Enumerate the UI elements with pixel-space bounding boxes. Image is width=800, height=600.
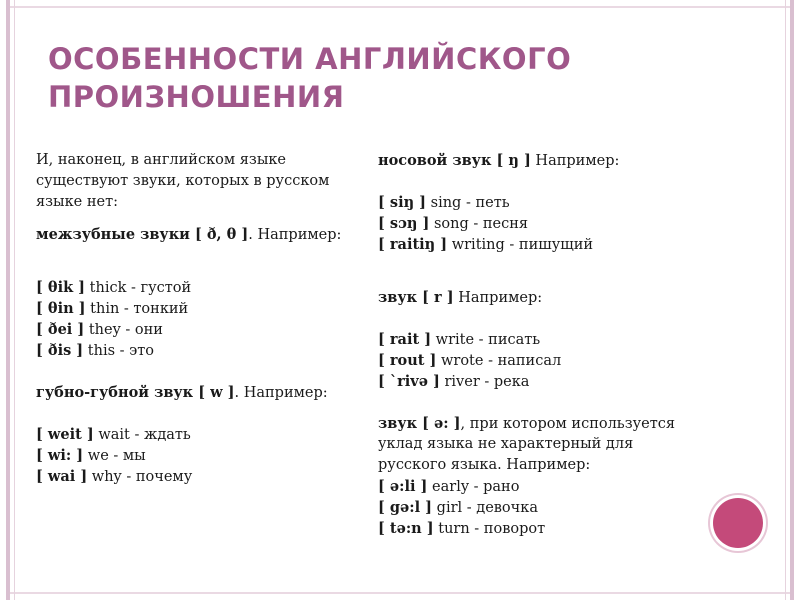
schwa-heading-line bbox=[378, 413, 718, 434]
example-text: write - писать bbox=[431, 332, 541, 348]
decorative-circle bbox=[713, 498, 763, 548]
example-line bbox=[378, 371, 718, 392]
left-column bbox=[36, 150, 376, 487]
example-text: writing - пишущий bbox=[447, 237, 594, 253]
nasal-heading-line bbox=[378, 150, 718, 171]
example-text: song - песня bbox=[429, 216, 529, 232]
schwa-heading: звук [ ə: ] bbox=[378, 415, 461, 432]
example-line bbox=[36, 340, 376, 361]
r-heading: звук [ r ] bbox=[378, 289, 454, 306]
example-text: river - река bbox=[439, 374, 530, 390]
slide-title bbox=[48, 40, 728, 116]
example-text: they - они bbox=[84, 322, 163, 338]
example-line bbox=[36, 424, 376, 445]
transcription: [ ðei ] bbox=[36, 321, 85, 338]
example-line bbox=[378, 476, 718, 497]
example-line bbox=[378, 213, 718, 234]
nasal-suffix: Например: bbox=[530, 153, 620, 169]
slide-frame-left-inner bbox=[14, 0, 15, 600]
labial-heading: губно-губной звук [ w ] bbox=[36, 384, 235, 401]
slide-frame-top bbox=[6, 6, 794, 8]
transcription: [ sɔŋ ] bbox=[378, 215, 430, 232]
nasal-heading: носовой звук [ ŋ ] bbox=[378, 152, 531, 169]
schwa-text-line: русского языка. Например: bbox=[378, 457, 591, 473]
interdental-heading: межзубные звуки [ ð, θ ] bbox=[36, 226, 249, 243]
interdental-heading-line bbox=[36, 224, 376, 245]
example-text: early - рано bbox=[427, 479, 520, 495]
slide-frame-right bbox=[790, 0, 794, 600]
example-text: wrote - написал bbox=[436, 353, 562, 369]
example-line bbox=[36, 445, 376, 466]
r-heading-line bbox=[378, 287, 718, 308]
transcription: [ gə:l ] bbox=[378, 499, 433, 516]
example-text: thick - густой bbox=[85, 280, 192, 296]
transcription: [ wai ] bbox=[36, 468, 88, 485]
example-line bbox=[36, 319, 376, 340]
transcription: [ rout ] bbox=[378, 352, 437, 369]
transcription: [ rait ] bbox=[378, 331, 432, 348]
example-text: thin - тонкий bbox=[85, 301, 189, 317]
example-line bbox=[36, 298, 376, 319]
example-text: turn - поворот bbox=[433, 521, 546, 537]
right-column bbox=[378, 150, 718, 539]
example-text: wait - ждать bbox=[93, 427, 191, 443]
example-text: this - это bbox=[83, 343, 155, 359]
transcription: [ tə:n ] bbox=[378, 520, 434, 537]
slide-title-line-1: ОСОБЕННОСТИ АНГЛИЙСКОГО bbox=[48, 42, 572, 76]
example-line bbox=[378, 329, 718, 350]
slide-frame-bottom bbox=[6, 592, 794, 594]
slide-frame-left bbox=[6, 0, 10, 600]
r-suffix: Например: bbox=[453, 290, 543, 306]
transcription: [ ðis ] bbox=[36, 342, 84, 359]
transcription: [ θik ] bbox=[36, 279, 86, 296]
intro-line: языке нет: bbox=[36, 194, 119, 210]
example-text: girl - девочка bbox=[432, 500, 538, 516]
schwa-text: , при котором используется bbox=[460, 416, 676, 432]
example-line bbox=[378, 234, 718, 255]
example-text: sing - петь bbox=[426, 195, 510, 211]
example-line bbox=[36, 466, 376, 487]
interdental-suffix: . Например: bbox=[248, 227, 342, 243]
intro-line: существуют звуки, которых в русском bbox=[36, 173, 330, 189]
transcription: [ raitiŋ ] bbox=[378, 236, 448, 253]
transcription: [ `rivə ] bbox=[378, 373, 440, 390]
example-line bbox=[378, 518, 718, 539]
slide-title-line-2: ПРОИЗНОШЕНИЯ bbox=[48, 80, 345, 114]
transcription: [ ə:li ] bbox=[378, 478, 428, 495]
intro-line: И, наконец, в английском языке bbox=[36, 152, 287, 168]
transcription: [ weit ] bbox=[36, 426, 94, 443]
schwa-text-line: уклад языка не характерный для bbox=[378, 436, 634, 452]
example-line bbox=[378, 350, 718, 371]
labial-suffix: . Например: bbox=[234, 385, 328, 401]
example-text: we - мы bbox=[83, 448, 146, 464]
example-line bbox=[378, 192, 718, 213]
transcription: [ wi: ] bbox=[36, 447, 84, 464]
example-line bbox=[378, 497, 718, 518]
example-line bbox=[36, 277, 376, 298]
labial-heading-line bbox=[36, 382, 376, 403]
transcription: [ θin ] bbox=[36, 300, 86, 317]
transcription: [ siŋ ] bbox=[378, 194, 427, 211]
example-text: why - почему bbox=[87, 469, 193, 485]
slide-frame-right-inner bbox=[785, 0, 786, 600]
